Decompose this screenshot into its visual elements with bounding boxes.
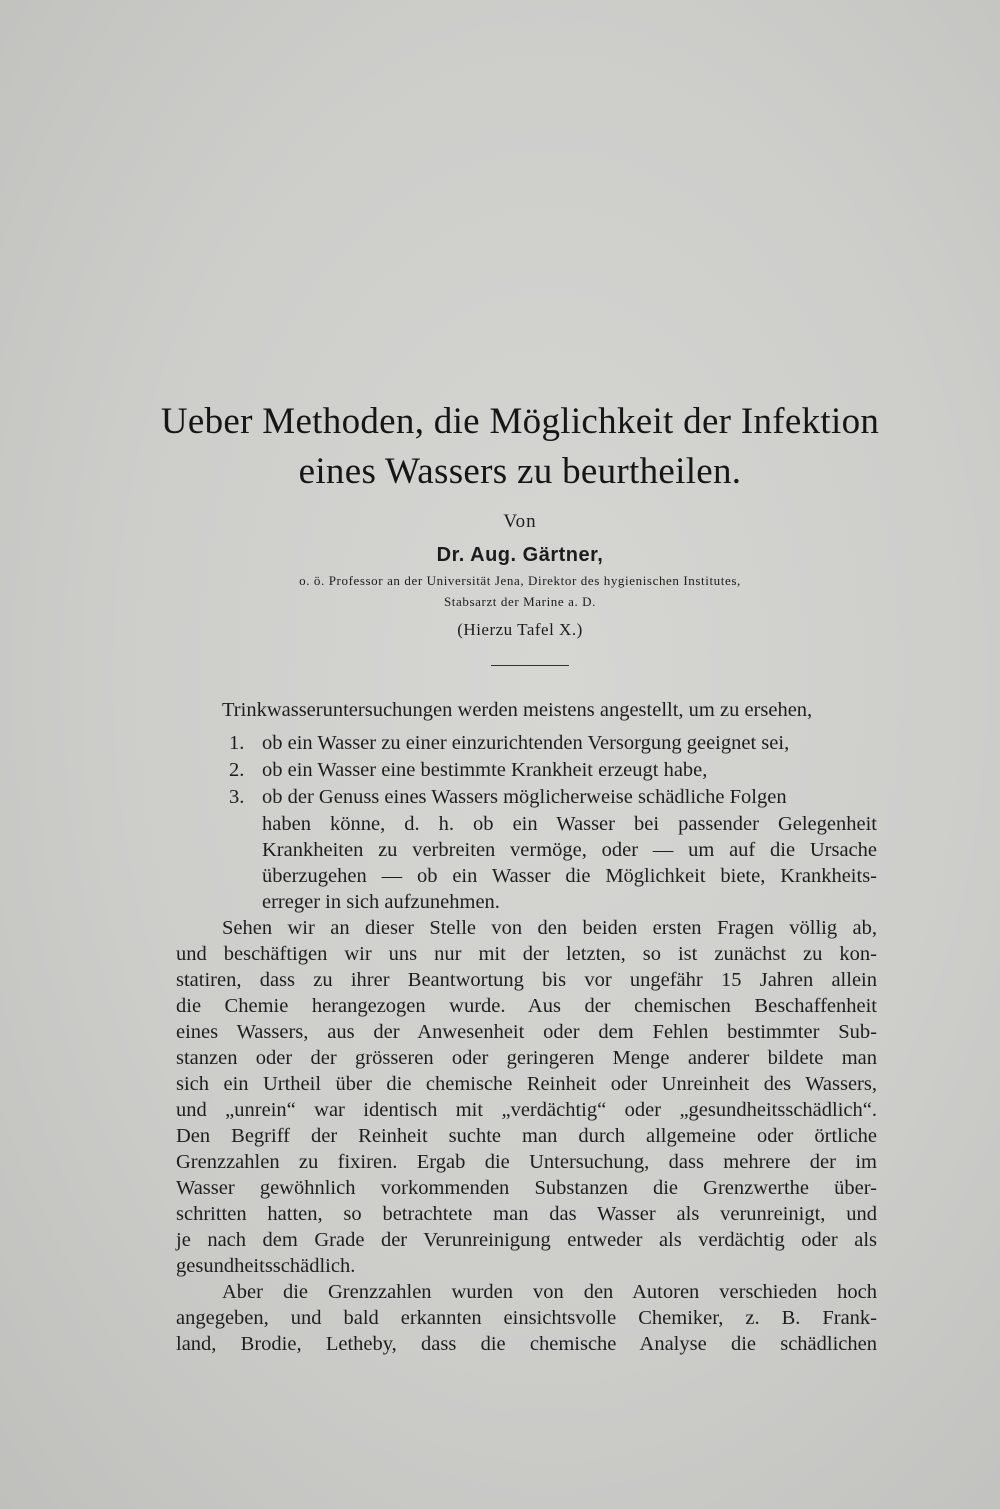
paragraph-2-line: Aber die Grenzzahlen wurden von den Autoren verschieden hoch (222, 1281, 877, 1303)
list-item-2: ob ein Wasser eine bestimmte Krankheit erzeugt habe, (262, 759, 708, 781)
von-label: Von (503, 511, 537, 532)
paragraph-1-line: eines Wassers, aus der Anwesenheit oder dem Fehlen bestimmter Sub- (176, 1021, 877, 1043)
paragraph-1-line: Grenzzahlen zu fixiren. Ergab die Untersuchung, dass mehrere der im (176, 1151, 877, 1173)
list-number-1: 1. (229, 732, 245, 754)
intro-line: Trinkwasseruntersuchungen werden meistens angestellt, um zu ersehen, (222, 699, 813, 721)
paragraph-1-line: sich ein Urtheil über die chemische Reinheit oder Unreinheit des Wassers, (176, 1073, 877, 1095)
author-affiliation-line-1: o. ö. Professor an der Universität Jena, Direktor des hygienischen Institutes, (299, 573, 741, 588)
paragraph-1-line: statiren, dass zu ihrer Beantwortung bis vor ungefähr 15 Jahren allein (176, 969, 877, 991)
list-item-3-continuation: erreger in sich aufzunehmen. (262, 891, 500, 913)
paragraph-1-line: Wasser gewöhnlich vorkommenden Substanzen die Grenzwerthe über- (176, 1177, 877, 1199)
author-name: Dr. Aug. Gärtner, (436, 544, 604, 566)
paragraph-1-line: gesundheitsschädlich. (176, 1255, 356, 1277)
list-item-3-continuation: Krankheiten zu verbreiten vermöge, oder — um auf die Ursache (262, 839, 877, 861)
paragraph-1-line: stanzen oder der grösseren oder geringeren Menge anderer bildete man (176, 1047, 877, 1069)
title-divider (491, 665, 569, 666)
paragraph-1-line: je nach dem Grade der Verunreinigung entweder als verdächtig oder als (176, 1229, 877, 1251)
list-item-3: ob der Genuss eines Wassers möglicherweise schädliche Folgen (262, 786, 787, 808)
paragraph-2-line: land, Brodie, Letheby, dass die chemische Analyse die schädlichen (176, 1333, 877, 1355)
list-item-3-continuation: haben könne, d. h. ob ein Wasser bei passender Gelegenheit (262, 813, 877, 835)
article-title-line-1: Ueber Methoden, die Möglichkeit der Infektion (160, 401, 880, 442)
paragraph-1-line: schritten hatten, so betrachtete man das Wasser als verunreinigt, und (176, 1203, 877, 1225)
article-title-line-2: eines Wassers zu beurtheilen. (298, 451, 742, 492)
paragraph-2-line: angegeben, und bald erkannten einsichtsvolle Chemiker, z. B. Frank- (176, 1307, 877, 1329)
list-item-3-continuation: überzugehen — ob ein Wasser die Möglichkeit biete, Krankheits- (262, 865, 877, 887)
paragraph-1-line: die Chemie herangezogen wurde. Aus der chemischen Beschaffenheit (176, 995, 877, 1017)
author-affiliation-line-2: Stabsarzt der Marine a. D. (443, 594, 597, 609)
list-item-1: ob ein Wasser zu einer einzurichtenden Versorgung geeignet sei, (262, 732, 790, 754)
plate-reference: (Hierzu Tafel X.) (457, 620, 583, 639)
list-number-3: 3. (229, 786, 245, 808)
paragraph-1-line: und beschäftigen wir uns nur mit der letzten, so ist zunächst zu kon- (176, 943, 877, 965)
paragraph-1-line: Sehen wir an dieser Stelle von den beiden ersten Fragen völlig ab, (222, 917, 877, 939)
paragraph-1-line: Den Begriff der Reinheit suchte man durch allgemeine oder örtliche (176, 1125, 877, 1147)
list-number-2: 2. (229, 759, 245, 781)
paragraph-1-line: und „unrein“ war identisch mit „verdächtig“ oder „gesundheitsschädlich“. (176, 1099, 877, 1121)
